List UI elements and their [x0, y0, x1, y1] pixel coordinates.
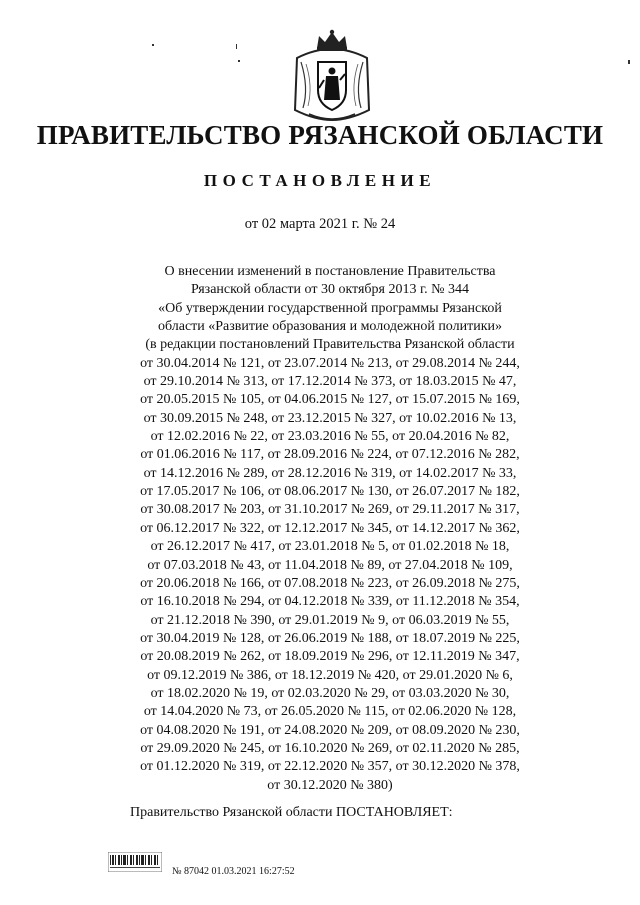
document-subject: [60, 263, 600, 795]
subject-line: от 01.12.2020 № 319, от 22.12.2020 № 357, от 30.12.2020 № 378,: [140, 759, 520, 775]
subject-line: от 17.05.2017 № 106, от 08.06.2017 № 130, от 26.07.2017 № 182,: [140, 484, 520, 500]
subject-line: от 16.10.2018 № 294, от 04.12.2018 № 339, от 11.12.2018 № 354,: [140, 594, 520, 610]
subject-line: от 30.09.2015 № 248, от 23.12.2015 № 327, от 10.02.2016 № 13,: [143, 410, 517, 426]
subject-line: от 30.04.2014 № 121, от 23.07.2014 № 213, от 29.08.2014 № 244,: [140, 355, 520, 371]
subject-line: от 09.12.2019 № 386, от 18.12.2019 № 420, от 29.01.2020 № 6,: [147, 667, 513, 683]
subject-line: от 04.08.2020 № 191, от 24.08.2020 № 209, от 08.09.2020 № 230,: [140, 722, 520, 738]
subject-line: от 20.06.2018 № 166, от 07.08.2018 № 223, от 26.09.2018 № 275,: [140, 575, 520, 591]
subject-line: от 30.04.2019 № 128, от 26.06.2019 № 188, от 18.07.2019 № 225,: [140, 630, 520, 646]
subject-line: от 06.12.2017 № 322, от 12.12.2017 № 345, от 14.12.2017 № 362,: [140, 520, 520, 536]
subject-line: от 01.06.2016 № 117, от 28.09.2016 № 224, от 07.12.2016 № 282,: [140, 447, 520, 463]
subject-line: О внесении изменений в постановление Правительства: [164, 264, 496, 279]
subject-line: от 12.02.2016 № 22, от 23.03.2016 № 55, от 20.04.2016 № 82,: [150, 429, 510, 445]
subject-line: от 14.04.2020 № 73, от 26.05.2020 № 115, от 02.06.2020 № 128,: [143, 704, 517, 720]
barcode-icon: [108, 852, 162, 872]
coat-of-arms-icon: [289, 28, 375, 124]
subject-line: от 20.05.2015 № 105, от 04.06.2015 № 127, от 15.07.2015 № 169,: [140, 392, 520, 408]
subject-line: от 21.12.2018 № 390, от 29.01.2019 № 9, от 06.03.2019 № 55,: [150, 612, 510, 628]
document-date: от 02 марта 2021 г. № 24: [244, 216, 396, 232]
subject-line: от 18.02.2020 № 19, от 02.03.2020 № 29, от 03.03.2020 № 30,: [150, 685, 510, 701]
registration-stamp: № 87042 01.03.2021 16:27:52: [172, 866, 295, 877]
subject-line: области «Развитие образования и молодежной политики»: [157, 319, 503, 335]
subject-line: от 29.09.2020 № 245, от 16.10.2020 № 269, от 02.11.2020 № 285,: [140, 740, 520, 756]
subject-line: от 14.12.2016 № 289, от 28.12.2016 № 319, от 14.02.2017 № 33,: [143, 465, 517, 481]
scan-speck: [236, 44, 237, 49]
subject-line: от 26.12.2017 № 417, от 23.01.2018 № 5, от 01.02.2018 № 18,: [150, 539, 510, 555]
scan-speck: [152, 44, 154, 46]
government-title: ПРАВИТЕЛЬСТВО РЯЗАНСКОЙ ОБЛАСТИ: [36, 120, 604, 150]
scan-speck: [628, 60, 630, 64]
document-type: ПОСТАНОВЛЕНИЕ: [203, 171, 437, 190]
subject-line: «Об утверждении государственной программы Рязанской: [158, 300, 502, 316]
scan-speck: [238, 60, 240, 62]
decree-line: Правительство Рязанской области ПОСТАНОВЛЯЕТ:: [130, 805, 453, 820]
subject-line: от 07.03.2018 № 43, от 11.04.2018 № 89, от 27.04.2018 № 109,: [147, 557, 513, 573]
subject-line: (в редакции постановлений Правительства Рязанской области: [145, 337, 515, 353]
subject-line: Рязанской области от 30 октября 2013 г. № 344: [190, 282, 470, 298]
subject-line: от 30.12.2020 № 380): [267, 777, 393, 793]
subject-line: от 20.08.2019 № 262, от 18.09.2019 № 296, от 12.11.2019 № 347,: [140, 649, 520, 665]
subject-line: от 30.08.2017 № 203, от 31.10.2017 № 269, от 29.11.2017 № 317,: [140, 502, 520, 518]
subject-line: от 29.10.2014 № 313, от 17.12.2014 № 373, от 18.03.2015 № 47,: [143, 374, 517, 390]
